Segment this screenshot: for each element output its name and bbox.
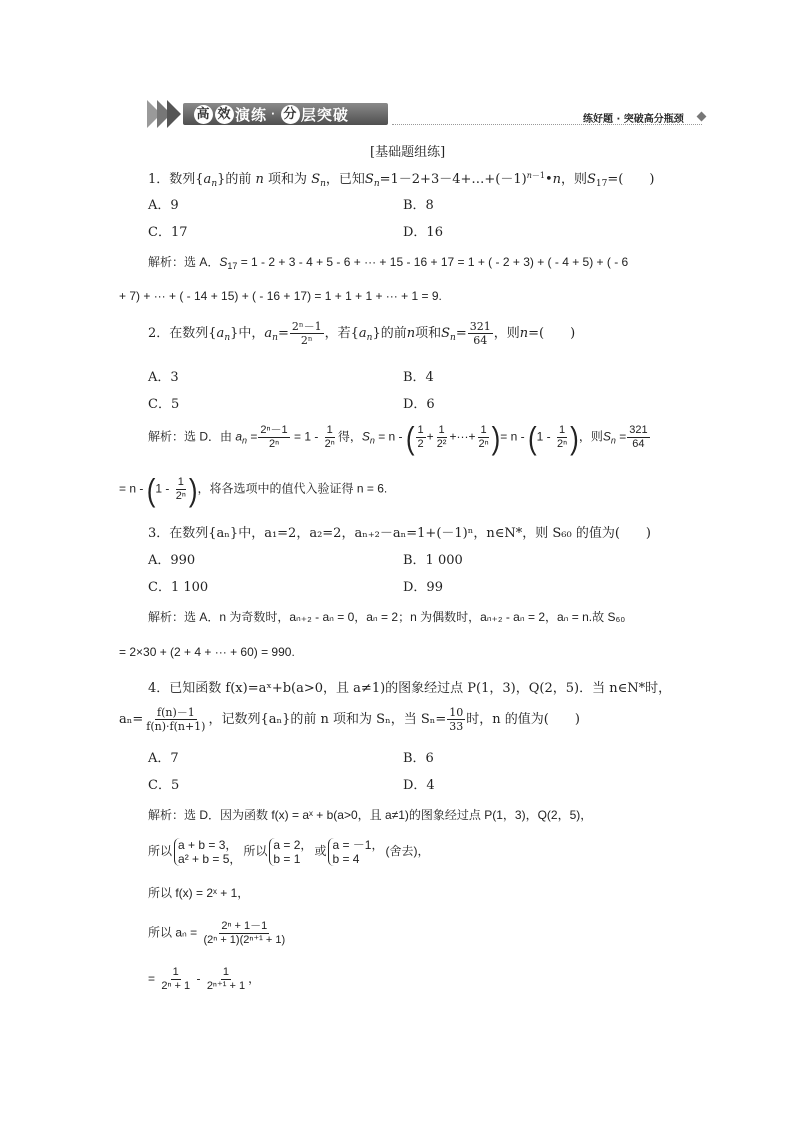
header-tagline: 练好题 · 突破高分瓶颈 [583,114,684,125]
problem-4-stem-line-2: aₙ= $\frac{f(n)-1}{f(n)\cdot f(n+1)}$ ，记数列{aₙ}的前 n 项和为 Sₙ，当 Sₙ= $\frac{10}{33}$ 时，n 的值为( ) [119,706,580,733]
problem-4-solution-line-5: = $\frac{1}{\text{2ⁿ + 1}}$ - $\frac{1}{\text{2ⁿ⁺¹ + 1}}$ ， [148,966,261,992]
section-title: [基础题组练] [370,145,446,160]
problem-1-option-d: D．16 [403,225,443,240]
problem-4-solution-line-4: 所以 aₙ = $\frac{\text{2ⁿ + 1－1}}{\text{(2ⁿ + 1)(2ⁿ⁺¹ + 1)}}$ [148,920,286,946]
problem-2-option-a: A．3 [148,370,179,385]
problem-2-option-b: B．4 [403,370,434,385]
problem-4-option-b: B．6 [403,751,434,766]
problem-4-option-a: A．7 [148,751,179,766]
problem-1-option-c: C．17 [148,225,188,240]
problem-2-option-c: C．5 [148,397,180,412]
banner-char: 分 [281,105,300,124]
problem-3-option-b: B．1 000 [403,553,463,568]
problem-4-option-c: C．5 [148,778,180,793]
problem-3-stem: 3．在数列{aₙ}中，a₁=2，a₂=2，aₙ₊₂－aₙ=1+(－1)ⁿ，n∈N*，则 S₆₀ 的值为( ) [148,526,651,541]
problem-2-solution-line-2: = n - (1 - $\frac{1}{\text{2ⁿ}}$ )，将各选项中的值代入验证得 n = 6. [119,471,388,508]
problem-3-option-d: D．99 [403,580,443,595]
problem-4-solution-line-3: 所以 f(x) = 2ˣ + 1， [148,886,250,900]
problem-2-solution-line-1: 解析：选 D．由 $a_n$ = $\frac{\text{2ⁿ－1}}{\text{2ⁿ}}$ = 1 - $\frac{1}{\text{2ⁿ}}$ 得，$S_n = n$ - ( $\frac{1}{2}$ + $\frac{1}{\text{2²}}$ +···+ $\frac{1}{\text{2ⁿ}}$ )= n - (1 - $\frac{1}{\text{2ⁿ}}$ )，则$S_n$ = $\frac{321}{64}$ [148,419,648,456]
problem-3-solution-line-1: 解析：选 A．n 为奇数时，aₙ₊₂ - aₙ = 0，aₙ = 2；n 为偶数时，aₙ₊₂ - aₙ = 2，aₙ = n.故 S₆₀ [148,610,626,624]
banner-char: 层突破 [300,105,349,124]
diamond-icon [697,112,707,122]
equation-system: a = 2， b = 1 [269,838,312,866]
fraction: $\frac{\text{2ⁿ－1}}{\text{2ⁿ}}$ [291,320,322,347]
banner-title [183,103,388,125]
problem-2-stem: 2．在数列$\{a_n\}$中，$a_n=$ $\frac{\text{2ⁿ－1}}{\text{2ⁿ}}$ ，若$\{a_n\}$的前n项和$S_n=$ $\frac{321}{64}$ ，则n=( ) [148,320,576,347]
equation-system: a + b = 3， a² + b = 5， [174,838,241,866]
problem-3-option-c: C．1 100 [148,580,209,595]
problem-1-stem: 1．数列$\{a_n\}$的前 n 项和为 $S_n$，已知$S_n=1-2+3-4+\dots+(-1)^{n-1}•n$，则$S_{17}=$( ) [148,171,655,189]
banner-char: 效 [215,105,234,124]
problem-4-option-d: D．4 [403,778,435,793]
problem-1-solution-line-2: + 7) + ··· + ( - 14 + 15) + ( - 16 + 17) = 1 + 1 + 1 + ··· + 1 = 9. [119,289,442,303]
header-banner [147,100,392,130]
problem-4-solution-line-2: 所以 a + b = 3， a² + b = 5， 所以 a = 2， b = 1 或 a = －1， b = 4 (舍去)， [148,838,430,866]
problem-2-option-d: D．6 [403,397,435,412]
problem-4-solution-line-1: 解析：选 D．因为函数 f(x) = aˣ + b(a>0，且 a≠1)的图象经过点 P(1，3)，Q(2，5)， [148,808,593,822]
banner-separator: · [271,108,276,120]
problem-3-option-a: A．990 [148,553,196,568]
problem-1-option-a: A．9 [148,198,179,213]
chevron-icon [167,100,181,128]
fraction: $\frac{321}{64}$ [469,320,491,347]
problem-1-option-b: B．8 [403,198,434,213]
problem-3-solution-line-2: = 2×30 + (2 + 4 + ··· + 60) = 990. [119,645,295,659]
banner-char: 高 [194,105,213,124]
problem-1-solution-line-1: 解析：选 A．$S_{17} = 1 - 2 + 3 - 4 + 5 - 6$ + ··· + 15 - 16 + 17 = 1 + ( - 2 + 3) + ( - 4 + 5) + ( - 6 [148,255,629,271]
equation-system: a = －1， b = 4 [328,838,383,866]
banner-char: 演练 [235,105,268,124]
problem-4-stem-line-1: 4．已知函数 f(x)=aˣ+b(a>0，且 a≠1)的图象经过点 P(1，3)，Q(2，5)．当 n∈N*时， [148,681,672,696]
